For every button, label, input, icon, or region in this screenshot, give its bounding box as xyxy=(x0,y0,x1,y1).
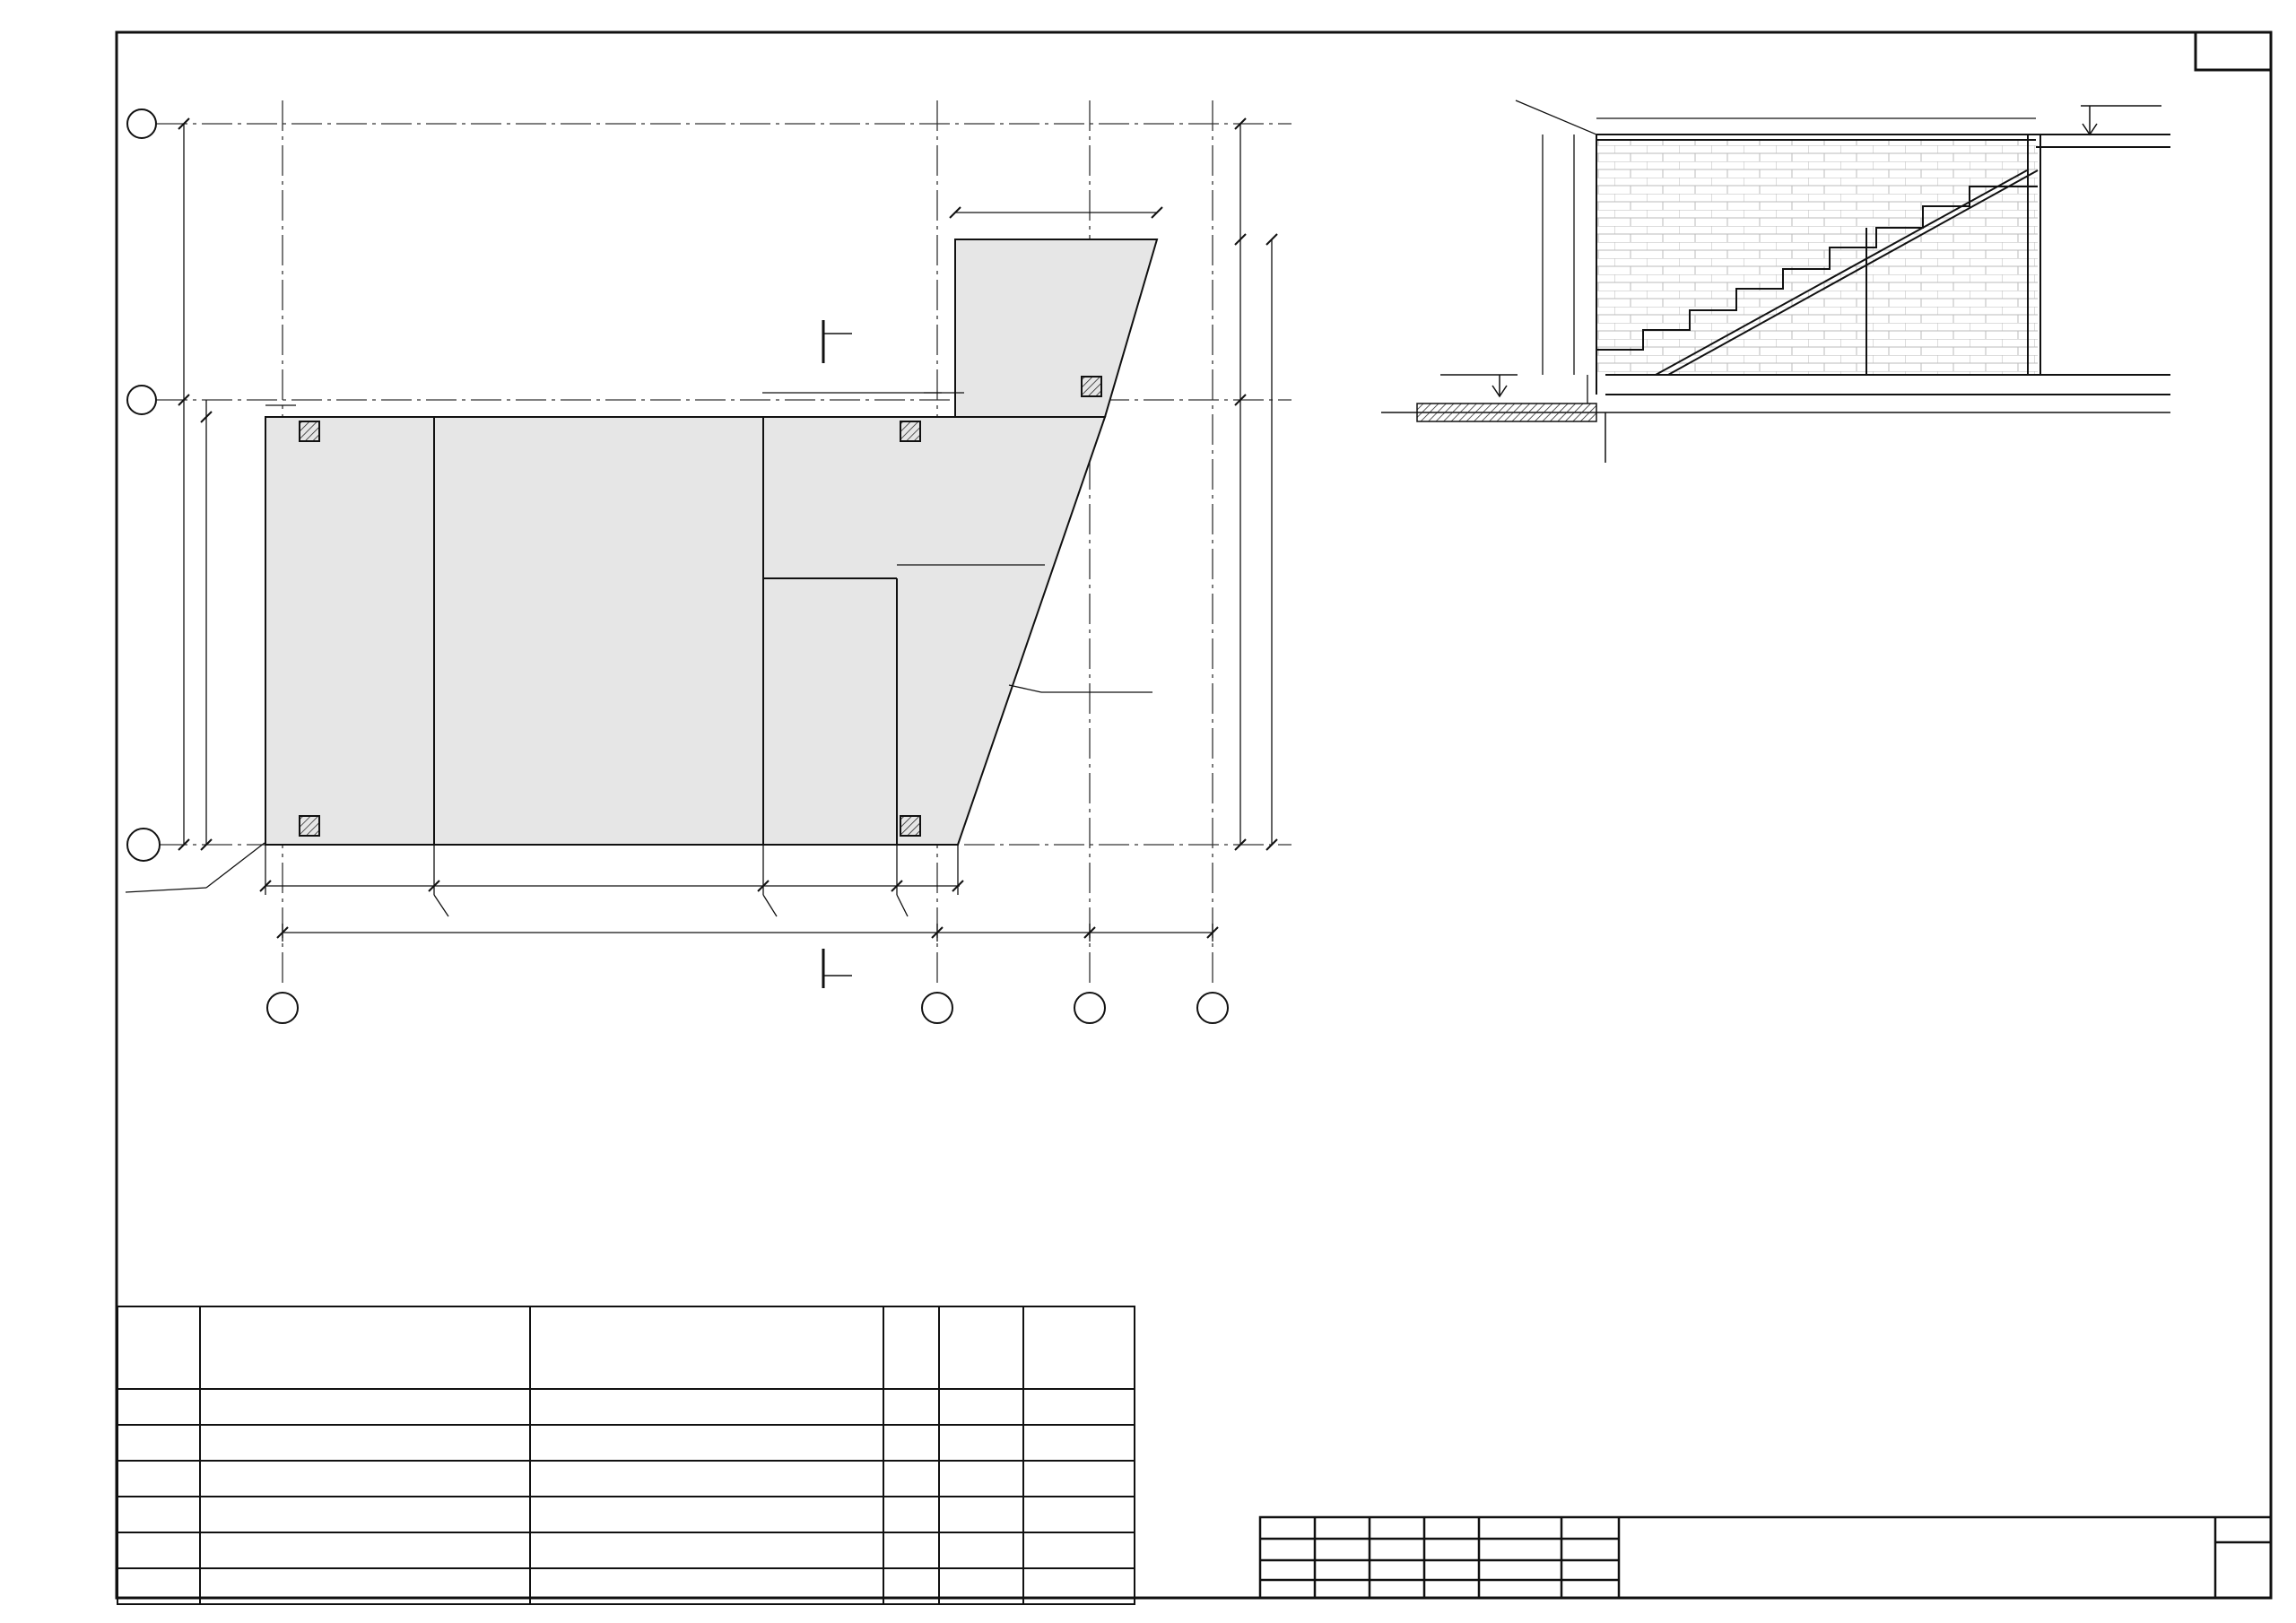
section-mark-top xyxy=(823,320,852,363)
spec-name-cell xyxy=(530,1497,883,1532)
spec-header-designation xyxy=(200,1306,530,1389)
spec-qty xyxy=(883,1497,939,1532)
spec-note xyxy=(1023,1497,1135,1532)
spec-table xyxy=(117,1306,1135,1605)
axis-bubble-2 xyxy=(922,993,952,1023)
spec-header-mass xyxy=(939,1306,1023,1389)
spec-empty-cell xyxy=(117,1568,200,1604)
spec-empty-cell xyxy=(530,1568,883,1604)
post-top-left xyxy=(300,421,319,441)
spec-empty-cell xyxy=(1023,1568,1135,1604)
table-row xyxy=(117,1425,1135,1461)
spec-note xyxy=(1023,1461,1135,1497)
spec-name-cell xyxy=(530,1461,883,1497)
spec-header-pos xyxy=(117,1306,200,1389)
table-row xyxy=(117,1389,1135,1425)
axis-bubble-3 xyxy=(1074,993,1105,1023)
spec-empty-cell xyxy=(200,1568,530,1604)
spec-header-row xyxy=(117,1306,1135,1389)
spec-pos xyxy=(117,1497,200,1532)
spec-qty xyxy=(883,1425,939,1461)
table-row xyxy=(117,1568,1135,1604)
spec-note xyxy=(1023,1532,1135,1568)
spec-header-note xyxy=(1023,1306,1135,1389)
section-mark-bottom xyxy=(823,949,852,988)
spec-mass xyxy=(939,1461,1023,1497)
spec-header-name xyxy=(530,1306,883,1389)
spec-header-qty xyxy=(883,1306,939,1389)
spec-name-cell xyxy=(530,1425,883,1461)
deck-upper-outline xyxy=(955,239,1157,417)
spec-mass xyxy=(939,1425,1023,1461)
axis-bubble-b xyxy=(127,109,156,138)
sheet-corner-box xyxy=(2196,32,2271,70)
spec-qty xyxy=(883,1532,939,1568)
axis-bubble-a1 xyxy=(127,829,160,861)
spec-designation xyxy=(200,1389,530,1425)
axis-bubble-4 xyxy=(1197,993,1228,1023)
spec-qty xyxy=(883,1389,939,1425)
spec-pos xyxy=(117,1425,200,1461)
spec-name-cell xyxy=(530,1532,883,1568)
spec-mass xyxy=(939,1389,1023,1425)
spec-mass xyxy=(939,1497,1023,1532)
spec-pos xyxy=(117,1389,200,1425)
table-row xyxy=(117,1497,1135,1532)
spec-pos xyxy=(117,1461,200,1497)
spec-note xyxy=(1023,1425,1135,1461)
post-bottom-mid xyxy=(900,816,920,836)
spec-designation xyxy=(200,1461,530,1497)
section-blind-area xyxy=(1417,404,1596,421)
spec-designation xyxy=(200,1497,530,1532)
title-block xyxy=(1260,1517,2271,1598)
spec-designation xyxy=(200,1532,530,1568)
section-brick-wall xyxy=(1596,140,2038,375)
spec-mass xyxy=(939,1532,1023,1568)
post-top-mid xyxy=(900,421,920,441)
axis-bubble-a xyxy=(127,386,156,414)
spec-pos xyxy=(117,1532,200,1568)
spec-note xyxy=(1023,1389,1135,1425)
spec-empty-cell xyxy=(883,1568,939,1604)
spec-designation xyxy=(200,1425,530,1461)
table-row xyxy=(117,1461,1135,1497)
axis-bubble-1 xyxy=(267,993,298,1023)
spec-empty-cell xyxy=(939,1568,1023,1604)
spec-name-cell xyxy=(530,1389,883,1425)
post-top-right xyxy=(1082,377,1101,396)
deck-outline xyxy=(265,417,1105,845)
post-bottom-left xyxy=(300,816,319,836)
table-row xyxy=(117,1532,1135,1568)
spec-qty xyxy=(883,1461,939,1497)
